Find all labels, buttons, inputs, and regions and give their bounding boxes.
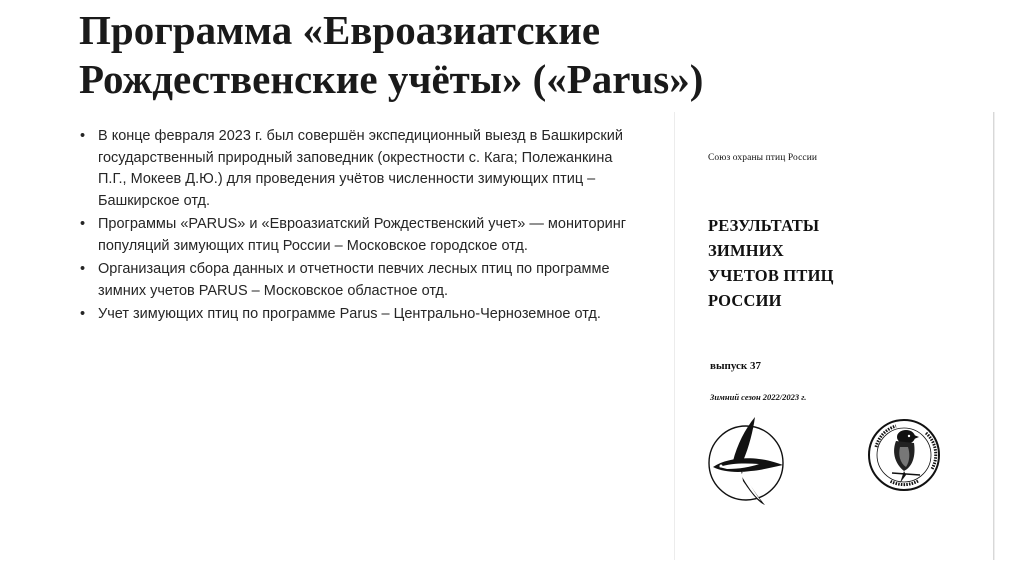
cover-season: Зимний сезон 2022/2023 г. [710, 392, 807, 402]
bullet-item [79, 304, 644, 326]
cover-title-line: ЗИМНИХ [708, 241, 784, 260]
bullet-item [79, 214, 644, 257]
bird-flight-emblem-icon [703, 415, 793, 512]
bullet-text: Программы «PARUS» и «Евроазиатский Рождественский учет» — мониторинг популяций зимующих птиц России – Московское городское отд. [98, 216, 627, 254]
bullet-text: В конце февраля 2023 г. был совершён экспедиционный выезд в Башкирский государственный природный заповедник (окрестности с. Кага; Полежанкина П.Г., Мокеев Д.Ю.) для проведения учётов численности зимующих птиц – Башкирское отд. [98, 128, 623, 209]
bullet-marker: • [80, 261, 86, 277]
cover-title-line: РОССИИ [708, 291, 782, 310]
cover-title-line: РЕЗУЛЬТАТЫ [708, 216, 820, 235]
perched-bird-seal-icon [866, 417, 944, 500]
bullet-text: Организация сбора данных и отчетности певчих лесных птиц по программе зимних учетов PARUS – Московское областное отд. [98, 261, 610, 299]
report-cover-image [674, 112, 994, 560]
cover-issue: выпуск 37 [710, 360, 761, 372]
bullet-marker: • [80, 128, 86, 144]
slide-title: Программа «Евроазиатские Рождественские учёты» («Parus») [79, 7, 704, 102]
bullet-list [79, 126, 644, 328]
bullet-item [79, 259, 644, 302]
cover-title-line: УЧЕТОВ ПТИЦ [708, 266, 834, 285]
bullet-item [79, 126, 644, 212]
cover-organization: Союз охраны птиц России [708, 153, 818, 163]
bullet-marker: • [80, 216, 86, 232]
cover-title [708, 213, 834, 313]
bullet-marker: • [80, 306, 86, 322]
bullet-text: Учет зимующих птиц по программе Parus – Центрально-Черноземное отд. [98, 306, 601, 322]
